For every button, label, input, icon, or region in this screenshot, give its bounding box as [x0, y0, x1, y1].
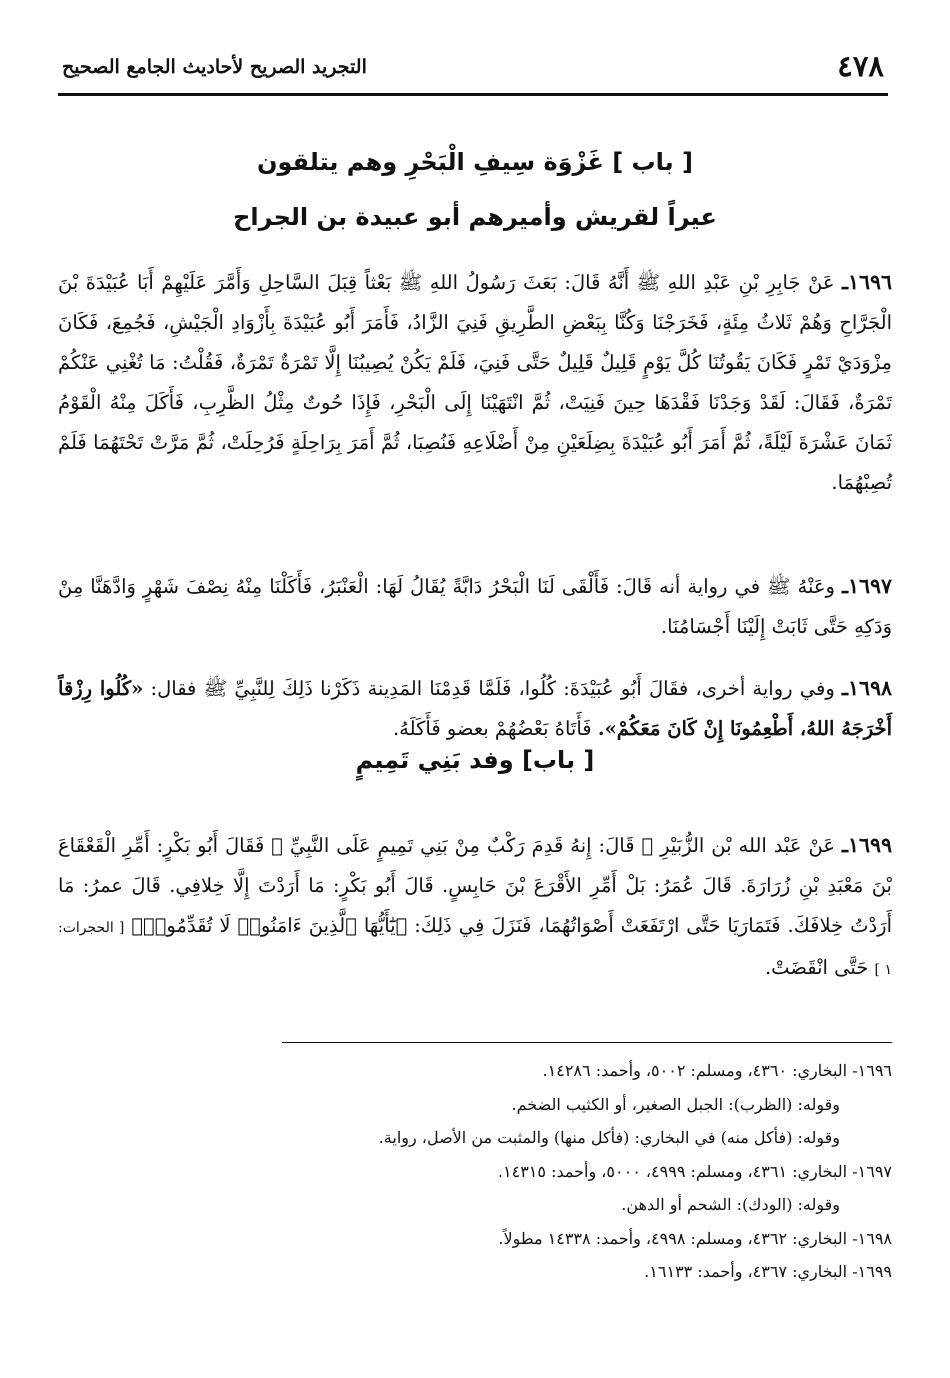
hadith-number: ١٦٩٨ـ: [841, 676, 893, 700]
hadith-number: ١٦٩٧ـ: [841, 574, 893, 598]
chapter-heading-line-1: [ باب ] غَزْوَة سِيفِ الْبَحْرِ وهم يتلقون: [256, 148, 693, 176]
footnote-line: ١٦٩٧- البخاري: ٤٣٦١، ومسلم: ٤٩٩٩، ٥٠٠٠، وأحمد: ١٤٣١٥.: [497, 1161, 892, 1181]
chapter-heading-bani-tamim: [ باب] وفد بَنِي تَمِيمٍ: [355, 746, 595, 774]
page-number: ٤٧٨: [837, 49, 884, 83]
header-divider: [58, 93, 888, 96]
chapter-heading-line-2: عيراً لقريش وأميرهم أبو عبيدة بن الجراح: [233, 203, 717, 231]
hadith-ending: حَتَّى انْقَضَتْ.: [764, 956, 869, 979]
footnote-line: ١٦٩٨- البخاري: ٤٣٦٢، ومسلم: ٤٩٩٨، وأحمد: ١٤٣٣٨ مطولاً.: [498, 1228, 892, 1248]
hadith-ending: فَأَتَاهُ بَعْضُهُمْ بعضو فَأَكَلَهُ.: [392, 717, 592, 740]
hadith-number: ١٦٩٩ـ: [841, 833, 892, 857]
hadith-text: عَنْ جَابِرِ بْنِ عَبْدِ اللهِ ﷺ أَنَّهُ قَالَ: بَعَثَ رَسُولُ اللهِ ﷺ بَعْثاً قِبَلَ السَّاحِلِ وَأَمَّرَ عَلَيْهِمْ أَبَا عُبَيْدَةَ بْنَ الْجَرَّاحِ وَهُمْ ثَلاثُ مِئَةٍ، فَخَرَجْنَا وَكُنَّا بِبَعْضِ الطَّرِيقِ فَنِيَ الزَّادُ، فَأَمَرَ أَبُو عُبَيْدَةَ بِأَزْوَادِ الْجَيْشِ، فَجُمِعَ، فَكَانَ مِزْوَدَيْ تَمْرٍ فَكَانَ يَقُوتُنَا كُلَّ يَوْمٍ قَلِيلٌ قَلِيلٌ حَتَّى فَنِيَ، فَلَمْ يَكُنْ يُصِيبُنَا إِلَّا تَمْرَةٌ تَمْرَةٌ، فَقُلْتُ: مَا تُغْنِي عَنْكُمْ تَمْرَةٌ، فَقَالَ: لَقَدْ وَجَدْنَا فَقْدَهَا حِينَ فَنِيَتْ، ثُمَّ انْتَهَيْنَا إِلَى الْبَحْرِ، فَإِذَا حُوتٌ مِثْلُ الظَّرِبِ، فَأَكَلَ مِنْهُ الْقَوْمُ ثَمَانَ عَشْرَةَ لَيْلَةً، ثُمَّ أَمَرَ أَبُو عُبَيْدَةَ بِضِلَعَيْنِ مِنْ أَضْلَاعِهِ فَنُصِبَا، ثُمَّ أَمَرَ بِرَاحِلَةٍ فَرُحِلَتْ، ثُمَّ مَرَّتْ تَحْتَهُمَا فَلَمْ تُصِبْهُمَا.: [58, 271, 892, 494]
footnote-line: وقوله: (فأكل منه) في البخاري: (فأكل منها) والمثبت من الأصل، رواية.: [378, 1128, 840, 1147]
footnotes: [58, 1054, 892, 1289]
hadith-1698: [58, 668, 892, 749]
footnote-line: ١٦٩٩- البخاري: ٤٣٦٧، وأحمد: ١٦١٣٣.: [644, 1262, 892, 1281]
book-title: التجريد الصريح لأحاديث الجامع الصحيح: [62, 56, 367, 78]
hadith-1699: [58, 825, 892, 990]
quran-reference: [ الحجرات: ١ ]: [58, 920, 892, 978]
footnote-divider: [282, 1042, 892, 1043]
footnote-line: ١٦٩٦- البخاري: ٤٣٦٠، ومسلم: ٥٠٠٢، وأحمد: ١٤٢٨٦.: [542, 1061, 892, 1080]
prophetic-quote: «كُلُوا رِزْقاً أَخْرَجَهُ اللهُ، أَطْعِمُونَا إِنْ كَانَ مَعَكُمْ».: [58, 677, 892, 740]
hadith-text: عَنْ عَبْد الله بْن الزُّبَيْرِ ﷺ قَالَ: إِنهُ قَدِمَ رَكْبٌ مِنْ بَنِي تَمِيمٍ عَلَى النَّبِيِّ ﷺ فَقَالَ أَبُو بَكْرٍ: أَمِّرِ الْقَعْقَاعَ بْنَ مَعْبَدِ بْنِ زُرَارَةَ. قَالَ عُمَرُ: بَلْ أَمِّرِ الأَقْرَعَ بْنَ حَابِسٍ. قَالَ أَبُو بَكْرٍ: مَا أَرَدْتَ إِلَّا خِلافِي. قَالَ عمرُ: مَا أَرَدْتُ خِلافَكَ. فَتَمَارَيَا حَتَّى ارْتَفَعَتْ أَصْوَاتُهُمَا، فَنَزَلَ فِي ذَلِكَ: ﴿يَٰٓأَيُّهَا ٱلَّذِينَ ءَامَنُوا۟ لَا تُقَدِّمُوا۟﴾: [58, 834, 892, 937]
hadith-number: ١٦٩٦ـ: [841, 270, 892, 294]
hadith-1697: [58, 566, 892, 647]
footnote-line: وقوله: (الودك): الشحم أو الدهن.: [621, 1195, 840, 1214]
hadith-text: وفي رواية أخرى، فقَالَ أَبُو عُبَيْدَةَ: كُلُوا، فَلَمَّا قَدِمْنَا المَدِينة ذَكَرْنا ذَلِكَ لِلنَّبِيِّ ﷺ فقال:: [150, 677, 835, 700]
hadith-1696: [58, 262, 892, 503]
hadith-text: وعَنْهُ ﷺ في رواية أنه قَالَ: فَأَلْقَى لَنَا الْبَحْرُ دَابَّةً يُقَالُ لَهَا: الْعَنْبَرُ، فَأَكَلْنَا مِنْهُ نِصْفَ شَهْرٍ وَادَّهَنَّا مِنْ وَدَكِهِ حَتَّى ثَابَتْ إِلَيْنَا أَجْسَامُنَا.: [58, 575, 892, 638]
footnote-line: وقوله: (الظرب): الجبل الصغير، أو الكثيب الضخم.: [511, 1094, 840, 1114]
running-header: [58, 46, 888, 92]
